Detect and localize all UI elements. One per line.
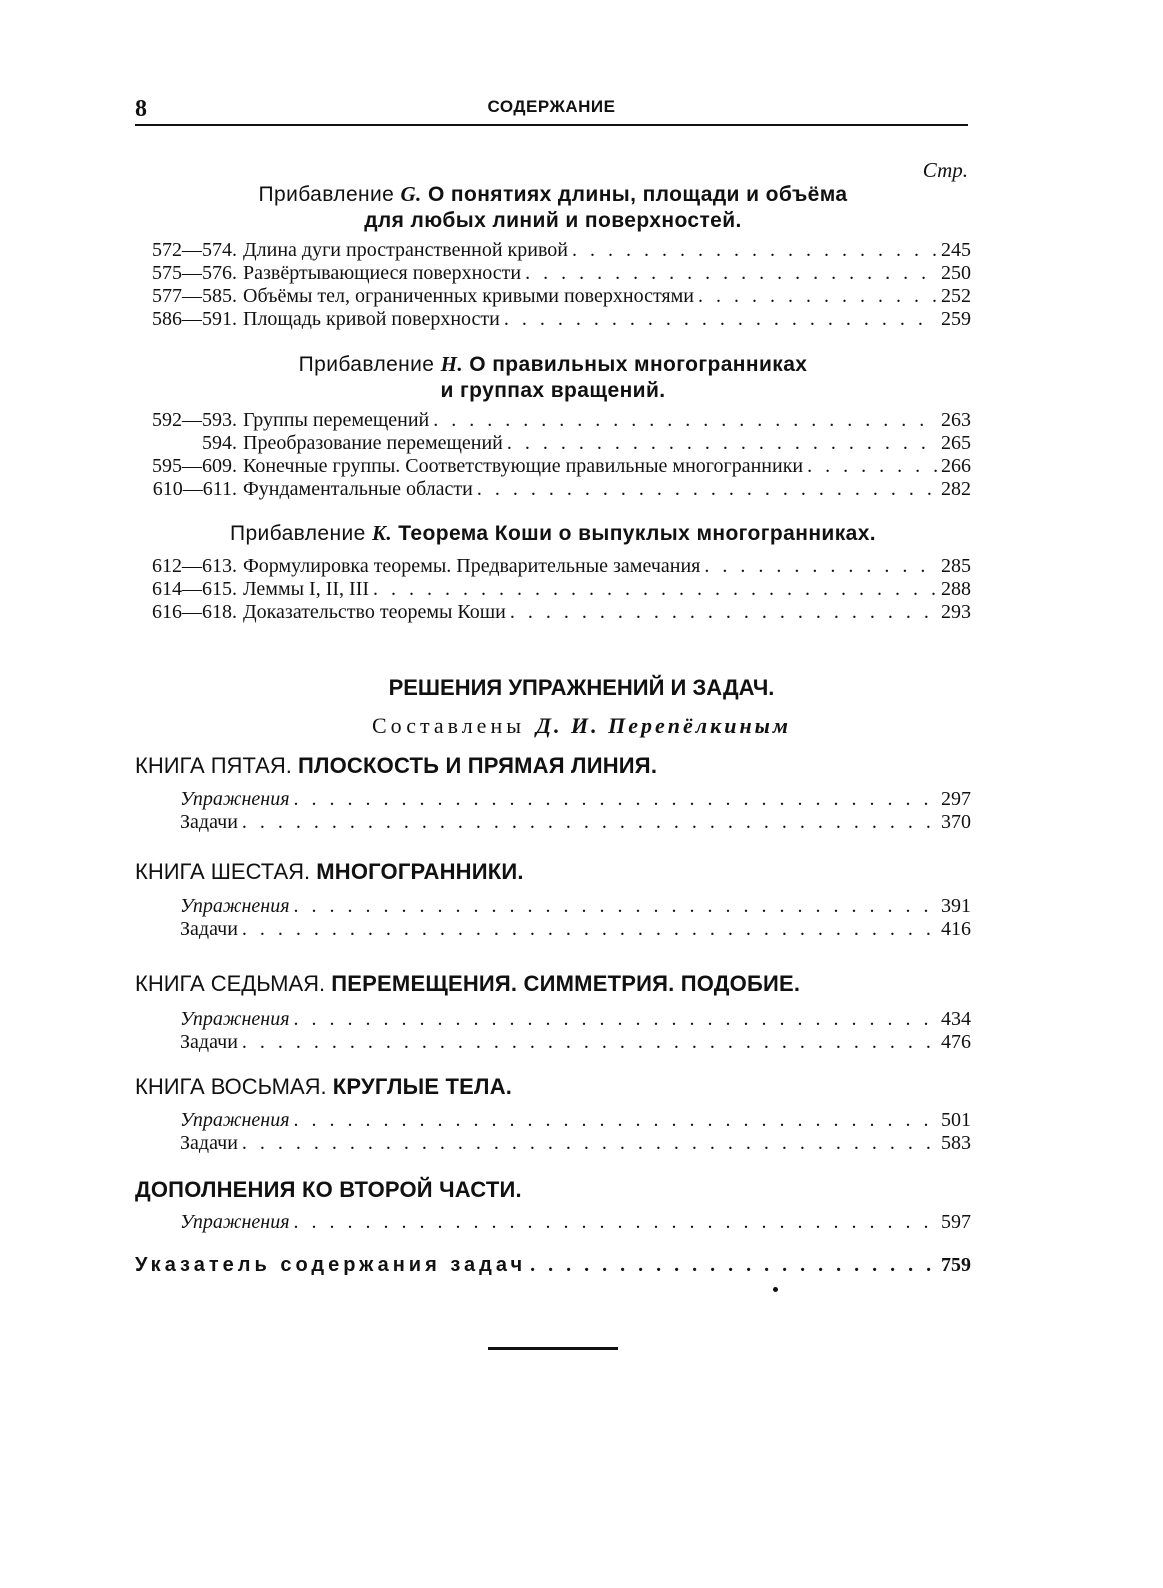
- toc-leader: [525, 261, 937, 285]
- toc-row[interactable]: [135, 600, 971, 624]
- page-column-label: Стр.: [922, 158, 968, 182]
- exercises-row[interactable]: [180, 1210, 971, 1234]
- exercises-label: Упражнения: [180, 895, 290, 917]
- toc-num: 616—618.: [152, 601, 237, 623]
- toc-row[interactable]: [135, 238, 971, 262]
- toc-leader: [698, 284, 937, 308]
- toc-leader: [294, 1007, 937, 1031]
- toc-leader: [294, 1108, 937, 1132]
- toc-leader: [373, 577, 937, 601]
- toc-leader: [294, 1210, 937, 1234]
- toc-page: 583: [941, 1132, 971, 1154]
- toc-page: 266: [941, 455, 971, 477]
- book-eight-heading[interactable]: [135, 1073, 971, 1101]
- toc-page: 250: [941, 262, 971, 284]
- book-label: КНИГА ВОСЬМАЯ.: [135, 1074, 327, 1099]
- supplements-title: ДОПОЛНЕНИЯ КО ВТОРОЙ ЧАСТИ.: [135, 1177, 522, 1202]
- toc-page: 416: [941, 918, 971, 940]
- appendix-k-prefix: Прибавление: [229, 522, 372, 545]
- toc-num: 572—574.: [152, 239, 237, 261]
- toc-row[interactable]: [135, 577, 971, 601]
- toc-page: 265: [941, 432, 971, 454]
- book-label: КНИГА ШЕСТАЯ.: [135, 859, 311, 884]
- toc-num: 592—593.: [152, 409, 237, 431]
- toc-page: 252: [941, 285, 971, 307]
- book-label: КНИГА СЕДЬМАЯ.: [135, 971, 326, 996]
- toc-leader: [572, 238, 937, 262]
- toc-leader: [807, 454, 937, 478]
- toc-page: 282: [941, 478, 971, 500]
- appendix-g-heading: [135, 181, 971, 234]
- toc-page: 597: [941, 1211, 971, 1233]
- toc-page: 263: [941, 409, 971, 431]
- page-number: 8: [135, 96, 147, 122]
- book-name: ПЕРЕМЕЩЕНИЯ. СИММЕТРИЯ. ПОДОБИЕ.: [331, 971, 801, 996]
- exercises-row[interactable]: [180, 1007, 971, 1031]
- book-seven-heading[interactable]: [135, 970, 971, 998]
- toc-leader: [294, 894, 937, 918]
- solutions-author: Д. И. Перепёлкиным: [536, 713, 792, 738]
- toc-leader: [510, 600, 937, 624]
- exercises-row[interactable]: [180, 1108, 971, 1132]
- toc-page: 501: [941, 1109, 971, 1131]
- toc-num: 614—615.: [152, 578, 237, 600]
- book-name: МНОГОГРАННИКИ.: [316, 859, 524, 884]
- composed-by: Составлены: [371, 713, 525, 738]
- solutions-title: РЕШЕНИЯ УПРАЖНЕНИЙ И ЗАДАЧ.: [388, 675, 775, 700]
- problems-label: Задачи: [180, 1031, 238, 1053]
- toc-num: 575—576.: [152, 262, 237, 284]
- toc-page: 434: [941, 1008, 971, 1030]
- toc-num: 594.: [202, 432, 237, 454]
- toc-page: 391: [941, 895, 971, 917]
- book-six-heading[interactable]: [135, 858, 971, 886]
- toc-num: 610—611.: [152, 478, 237, 500]
- toc-title: Длина дуги пространственной кривой: [243, 239, 568, 261]
- toc-leader: [242, 810, 937, 834]
- print-speck: [773, 1287, 778, 1292]
- book-name: ПЛОСКОСТЬ И ПРЯМАЯ ЛИНИЯ.: [297, 753, 658, 778]
- toc-title: Развёртывающиеся поверхности: [243, 262, 522, 284]
- problems-label: Задачи: [180, 1132, 238, 1154]
- appendix-h-letter: H.: [440, 352, 464, 376]
- appendix-h-line2: и группах вращений.: [440, 379, 666, 402]
- toc-title: Преобразование перемещений: [243, 432, 503, 454]
- page-header: [135, 94, 968, 126]
- toc-leader: [294, 787, 937, 811]
- toc-leader: [242, 917, 937, 941]
- toc-leader: [242, 1030, 937, 1054]
- toc-title: Объёмы тел, ограниченных кривыми поверхностями: [243, 285, 694, 307]
- toc-page: 288: [941, 578, 971, 600]
- problems-row[interactable]: [180, 1030, 971, 1054]
- toc-row[interactable]: [135, 431, 971, 455]
- running-head: СОДЕРЖАНИЕ: [487, 97, 616, 116]
- problems-label: Задачи: [180, 811, 238, 833]
- appendix-g-line2: для любых линий и поверхностей.: [364, 209, 742, 232]
- toc-title: Группы перемещений: [243, 409, 430, 431]
- exercises-label: Упражнения: [180, 788, 290, 810]
- toc-leader: [433, 408, 937, 432]
- toc-title: Леммы I, II, III: [243, 578, 370, 600]
- index-row[interactable]: [135, 1252, 971, 1278]
- index-title: Указатель содержания задач: [135, 1254, 527, 1276]
- appendix-h-heading: [135, 351, 971, 404]
- exercises-label: Упражнения: [180, 1211, 290, 1233]
- toc-page: 293: [941, 601, 971, 623]
- appendix-k-line1: Теорема Коши о выпуклых многогранниках.: [392, 522, 877, 545]
- toc-leader: [704, 554, 937, 578]
- problems-row[interactable]: [180, 810, 971, 834]
- toc-page: 297: [941, 788, 971, 810]
- toc-num: 586—591.: [152, 308, 237, 330]
- book-five-heading[interactable]: [135, 752, 971, 780]
- toc-row[interactable]: [135, 261, 971, 285]
- toc-page: 245: [941, 239, 971, 261]
- toc-title: Формулировка теоремы. Предварительные замечания: [243, 555, 701, 577]
- problems-row[interactable]: [180, 917, 971, 941]
- toc-title: Доказательство теоремы Коши: [243, 601, 506, 623]
- appendix-g-letter: G.: [400, 182, 422, 206]
- toc-row[interactable]: [135, 307, 971, 331]
- book-name: КРУГЛЫЕ ТЕЛА.: [332, 1074, 513, 1099]
- toc-row[interactable]: [135, 477, 971, 501]
- toc-num: 595—609.: [152, 455, 237, 477]
- book-label: КНИГА ПЯТАЯ.: [135, 753, 292, 778]
- problems-row[interactable]: [180, 1131, 971, 1155]
- problems-label: Задачи: [180, 918, 238, 940]
- appendix-g-prefix: Прибавление: [258, 183, 401, 206]
- appendix-g-line1: О понятиях длины, площади и объёма: [421, 183, 848, 206]
- toc-row[interactable]: [135, 454, 971, 478]
- toc-row[interactable]: [135, 554, 971, 578]
- exercises-row[interactable]: [180, 787, 971, 811]
- toc-leader: [530, 1252, 937, 1278]
- toc-title: Конечные группы. Соответствующие правильные многогранники: [243, 455, 804, 477]
- appendix-h-line1: О правильных многогранниках: [463, 353, 808, 376]
- toc-page: 259: [941, 308, 971, 330]
- exercises-row[interactable]: [180, 894, 971, 918]
- appendix-h-prefix: Прибавление: [298, 353, 441, 376]
- supplements-heading[interactable]: [135, 1176, 971, 1204]
- toc-num: 612—613.: [152, 555, 237, 577]
- toc-row[interactable]: [135, 408, 971, 432]
- toc-page: 476: [941, 1031, 971, 1053]
- toc-title: Площадь кривой поверхности: [243, 308, 500, 330]
- toc-leader: [504, 307, 937, 331]
- exercises-label: Упражнения: [180, 1109, 290, 1131]
- appendix-k-letter: K.: [371, 521, 392, 545]
- solutions-credit: [0, 713, 1163, 739]
- toc-leader: [242, 1131, 937, 1155]
- exercises-label: Упражнения: [180, 1008, 290, 1030]
- toc-row[interactable]: [135, 284, 971, 308]
- toc-page: 285: [941, 555, 971, 577]
- toc-title: Фундаментальные области: [243, 478, 473, 500]
- toc-page: 759: [941, 1254, 971, 1276]
- toc-num: 577—585.: [152, 285, 237, 307]
- toc-page: 370: [941, 811, 971, 833]
- appendix-k-heading: [135, 520, 971, 547]
- end-rule: [488, 1347, 618, 1350]
- toc-leader: [507, 431, 937, 455]
- toc-leader: [477, 477, 937, 501]
